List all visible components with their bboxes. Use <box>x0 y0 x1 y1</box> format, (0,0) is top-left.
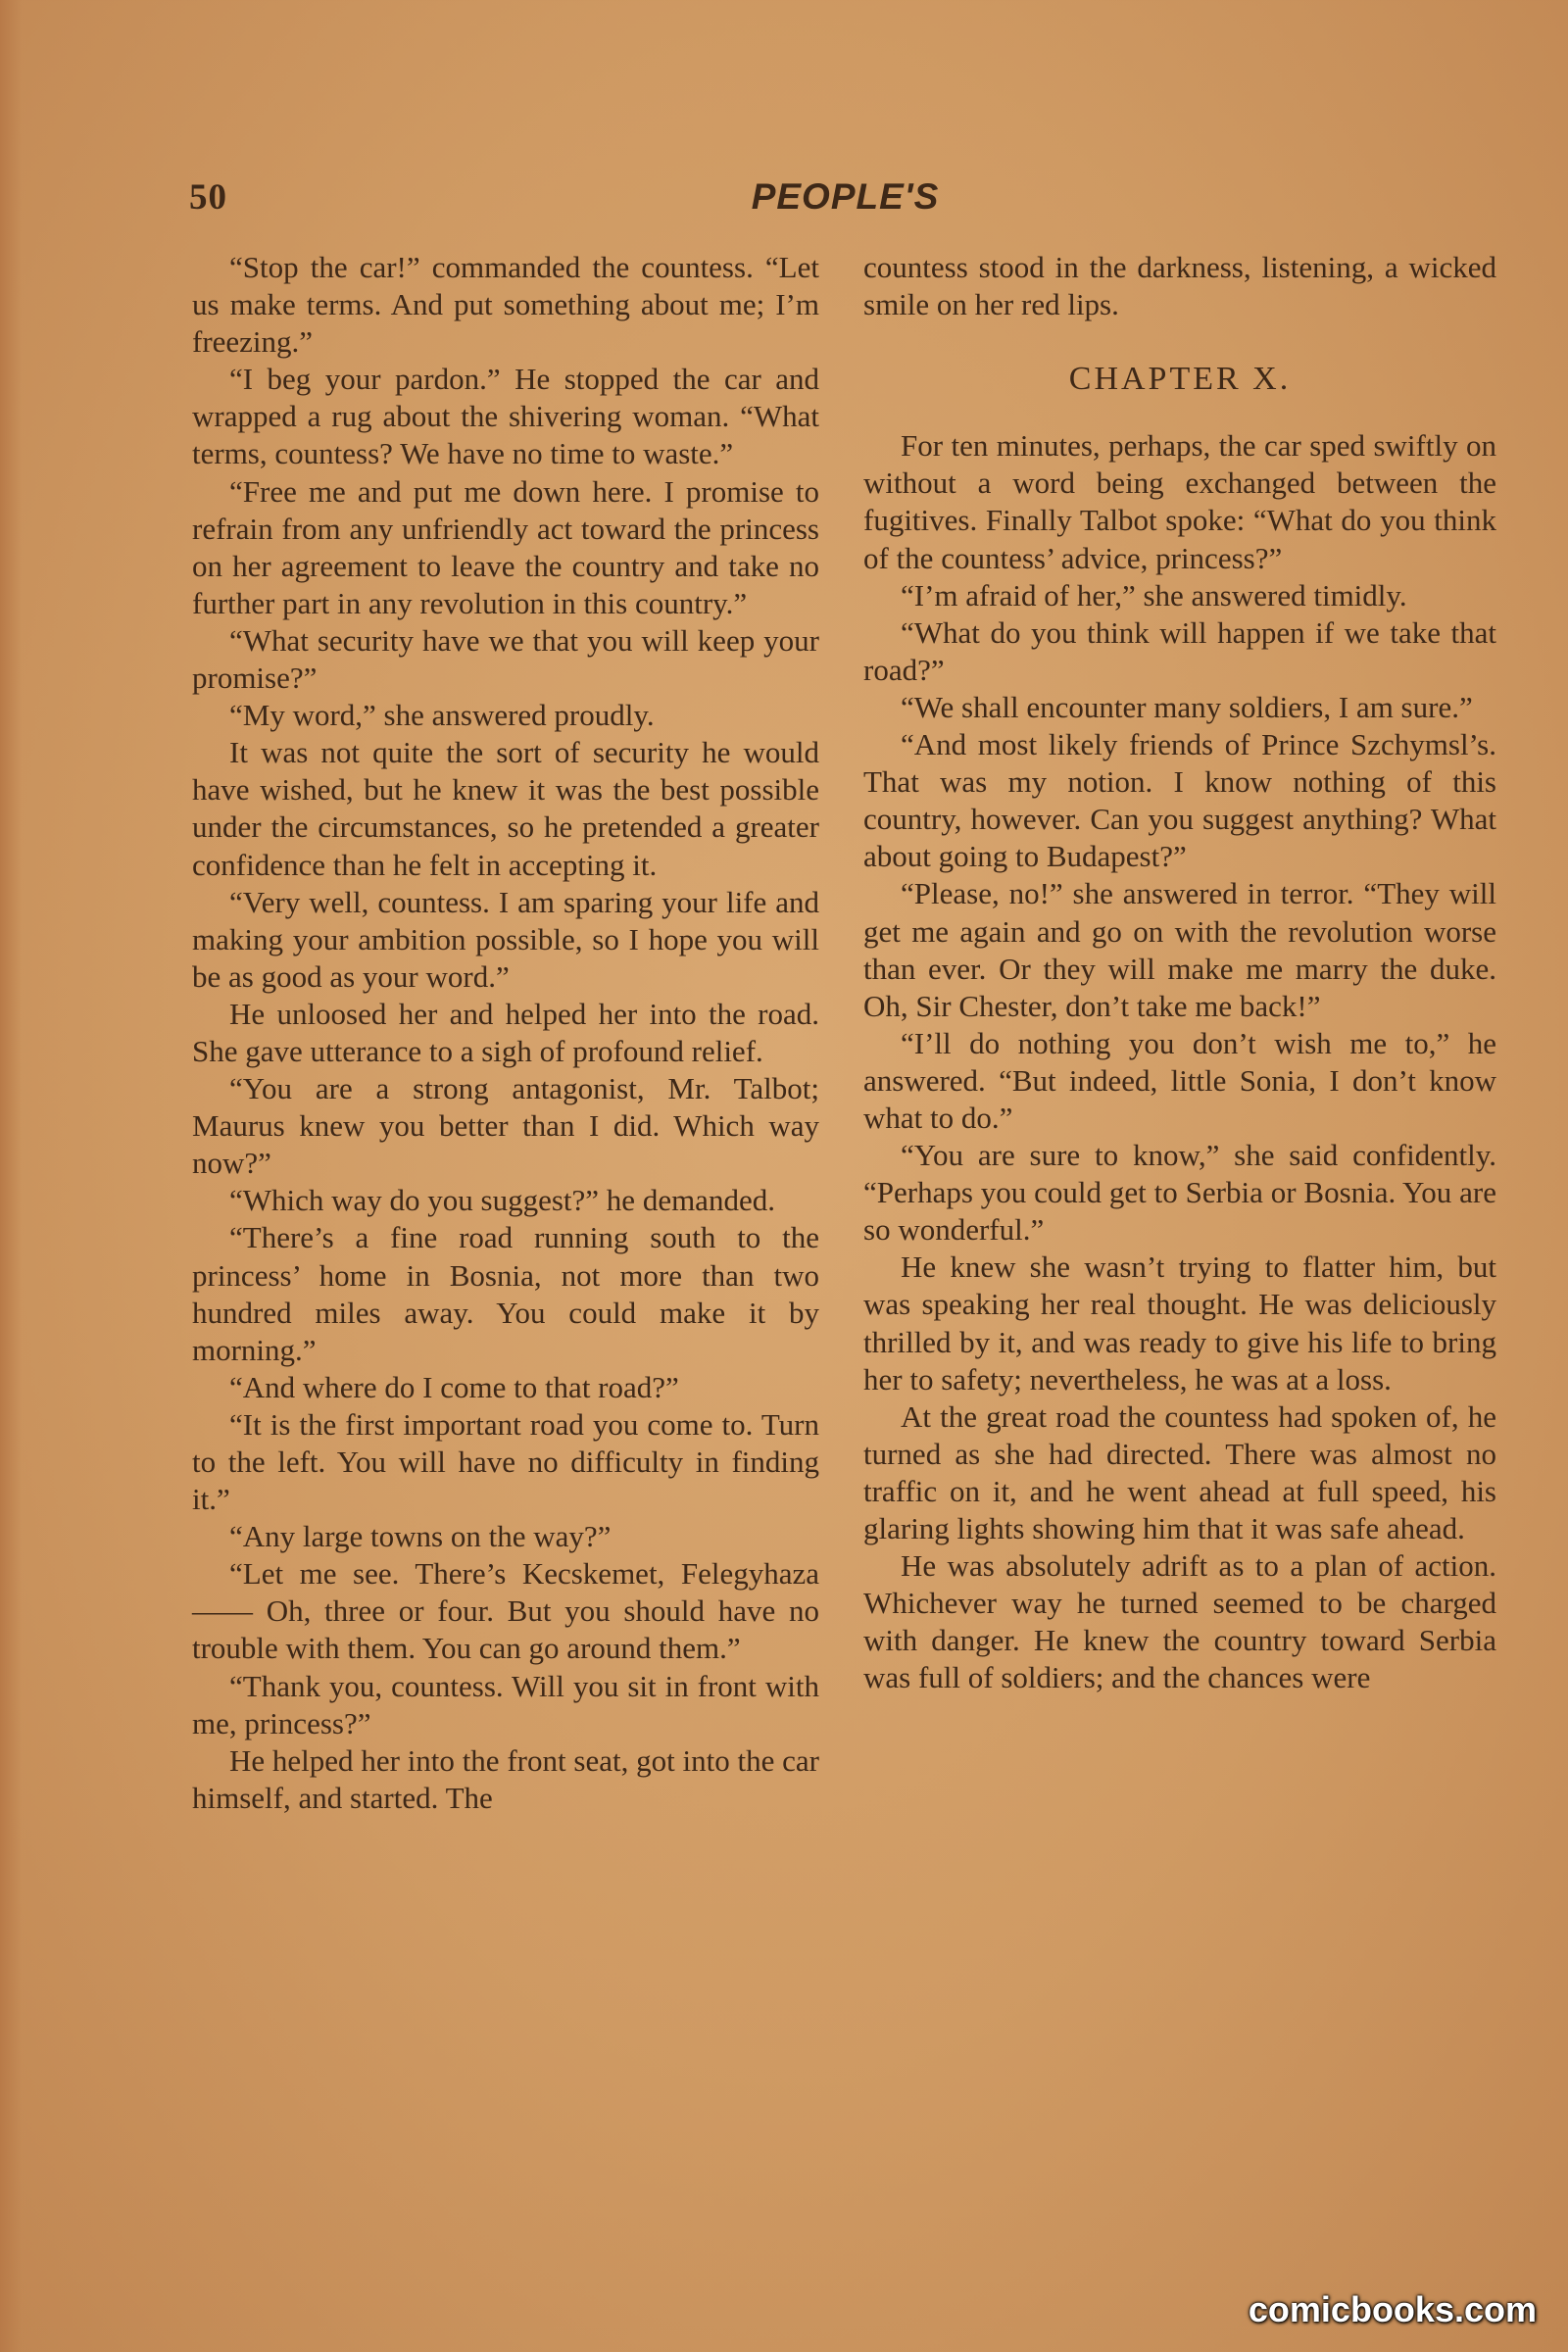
paragraph: It was not quite the sort of security he would have wished, but he knew it was the best possible under the circumstances, so he pretended a greater confidence than he felt in accepting it. <box>192 735 819 882</box>
paragraph: “What security have we that you will keep your promise?” <box>192 622 819 696</box>
paragraph: “There’s a fine road running south to the princess’ home in Bosnia, not more than two hundred miles away. You could make it by morning.” <box>192 1220 819 1367</box>
paragraph: “And most likely friends of Prince Szchymsl’s. That was my notion. I know nothing of this country, however. Can you suggest anything? What about going to Budapest?” <box>863 727 1496 874</box>
paragraph: For ten minutes, perhaps, the car sped swiftly on without a word being exchanged between the fugitives. Finally Talbot spoke: “What do you think of the countess’ advice, princess?” <box>863 428 1496 575</box>
paragraph: “I beg your pardon.” He stopped the car and wrapped a rug about the shivering woman. “What terms, countess? We have no time to waste.” <box>192 362 819 471</box>
paragraph: “Very well, countess. I am sparing your life and making your ambition possible, so I hope you will be as good as your word.” <box>192 884 819 994</box>
paragraph: He helped her into the front seat, got into the car himself, and started. The <box>192 1742 819 1815</box>
paragraph: “Please, no!” she answered in terror. “They will get me again and go on with the revolution worse than ever. Or they will make me marry the duke. Oh, Sir Chester, don’t take me back!” <box>863 876 1496 1023</box>
paragraph: “Stop the car!” commanded the countess. “Let us make terms. And put something about me; I’m freezing.” <box>192 250 819 360</box>
paragraph: “What do you think will happen if we take that road?” <box>863 614 1496 687</box>
paragraph: “You are sure to know,” she said confidently. “Perhaps you could get to Serbia or Bosnia. You are so wonderful.” <box>863 1138 1496 1248</box>
paragraph: “Let me see. There’s Kecskemet, Felegyhaza—— Oh, three or four. But you should have no trouble with them. You can go around them.” <box>192 1556 819 1666</box>
right-column <box>863 249 1496 1696</box>
paragraph: “You are a strong antagonist, Mr. Talbot; Maurus knew you better than I did. Which way now?” <box>192 1071 819 1181</box>
paragraph: “Any large towns on the way?” <box>229 1519 612 1554</box>
paragraph: He was absolutely adrift as to a plan of action. Whichever way he turned seemed to be charged with danger. He knew the country toward Serbia was full of soldiers; and the chances were <box>863 1548 1496 1695</box>
paragraph: “Free me and put me down here. I promise to refrain from any unfriendly act toward the princess on her agreement to leave the country and take no further part in any revolution in this country.” <box>192 473 819 620</box>
paragraph: He knew she wasn’t trying to flatter him, but was speaking her real thought. He was deliciously thrilled by it, and was ready to give his life to bring her to safety; nevertheless, he was at a loss. <box>863 1250 1496 1396</box>
paragraph: “I’m afraid of her,” she answered timidly. <box>901 577 1407 612</box>
watermark: comicbooks.com <box>1248 2289 1537 2329</box>
paragraph: “My word,” she answered proudly. <box>229 698 655 733</box>
left-column <box>192 249 819 1817</box>
page-edge-shadow <box>0 0 22 2352</box>
continuation-paragraph: countess stood in the darkness, listening, a wicked smile on her red lips. <box>863 250 1496 322</box>
chapter-heading: CHAPTER X. <box>1068 361 1292 398</box>
paragraph: “Thank you, countess. Will you sit in front with me, princess?” <box>192 1668 819 1740</box>
paragraph: “I’ll do nothing you don’t wish me to,” he answered. “But indeed, little Sonia, I don’t know what to do.” <box>863 1025 1496 1135</box>
paragraph: He unloosed her and helped her into the road. She gave utterance to a sigh of profound relief. <box>192 996 819 1068</box>
running-head: PEOPLE'S <box>751 176 940 217</box>
paragraph: “Which way do you suggest?” he demanded. <box>229 1183 775 1218</box>
paragraph: “It is the first important road you come to. Turn to the left. You will have no difficulty in finding it.” <box>192 1406 819 1517</box>
paragraph: “And where do I come to that road?” <box>229 1369 679 1404</box>
paragraph: “We shall encounter many soldiers, I am sure.” <box>901 689 1473 724</box>
paragraph: At the great road the countess had spoken of, he turned as she had directed. There was almost no traffic on it, and he went ahead at full speed, his glaring lights showing him that it was safe ahead. <box>863 1398 1496 1545</box>
page-number: 50 <box>189 177 227 218</box>
